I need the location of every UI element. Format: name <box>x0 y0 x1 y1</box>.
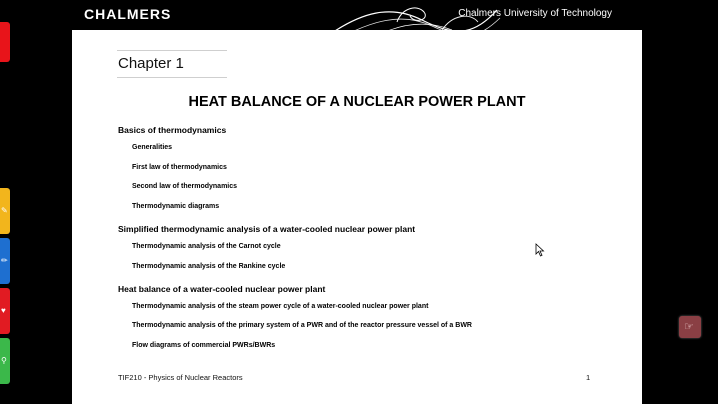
slide <box>72 30 642 404</box>
hand-pointer-icon: ☞ <box>684 321 694 333</box>
section-item: Thermodynamic analysis of the Carnot cycle <box>132 243 281 250</box>
section-item: Thermodynamic analysis of the primary system of a PWR and of the reactor pressure vessel of a BWR <box>132 322 472 329</box>
university-name: Chalmers University of Technology <box>458 8 612 19</box>
heart-icon: ♥ <box>1 306 6 315</box>
section-item: Thermodynamic diagrams <box>132 203 220 210</box>
section-heading: Heat balance of a water-cooled nuclear power plant <box>118 284 326 294</box>
floating-pointer-button[interactable] <box>679 316 701 338</box>
side-tab-pencil[interactable] <box>0 238 10 284</box>
chapter-rule-bottom <box>117 77 227 78</box>
section-heading: Basics of thermodynamics <box>118 125 227 135</box>
chapter-label: Chapter 1 <box>118 55 184 72</box>
course-footer: TIF210 - Physics of Nuclear Reactors <box>118 373 243 382</box>
side-tab-heart[interactable] <box>0 288 10 334</box>
page-number: 1 <box>586 373 591 382</box>
chalmers-logo: CHALMERS <box>84 6 172 22</box>
slide-header <box>72 0 642 30</box>
note-icon: ✎ <box>1 206 8 215</box>
section-heading: Simplified thermodynamic analysis of a water-cooled nuclear power plant <box>118 224 416 234</box>
section-item: Thermodynamic analysis of the steam power cycle of a water-cooled nuclear power plant <box>132 303 429 310</box>
section-item: Generalities <box>132 144 173 151</box>
section-item: Thermodynamic analysis of the Rankine cycle <box>132 263 286 270</box>
section-item: First law of thermodynamics <box>132 164 227 171</box>
side-tab-notes[interactable] <box>0 188 10 234</box>
side-tab-search[interactable] <box>0 338 10 384</box>
search-icon: ⚲ <box>1 356 7 365</box>
mouse-cursor-icon <box>535 243 545 257</box>
section-item: Flow diagrams of commercial PWRs/BWRs <box>132 342 276 349</box>
side-tab-red-top[interactable] <box>0 22 10 62</box>
slide-title: HEAT BALANCE OF A NUCLEAR POWER PLANT <box>188 94 526 110</box>
pencil-icon: ✏ <box>1 256 8 265</box>
section-item: Second law of thermodynamics <box>132 183 238 190</box>
chapter-rule-top <box>117 50 227 51</box>
